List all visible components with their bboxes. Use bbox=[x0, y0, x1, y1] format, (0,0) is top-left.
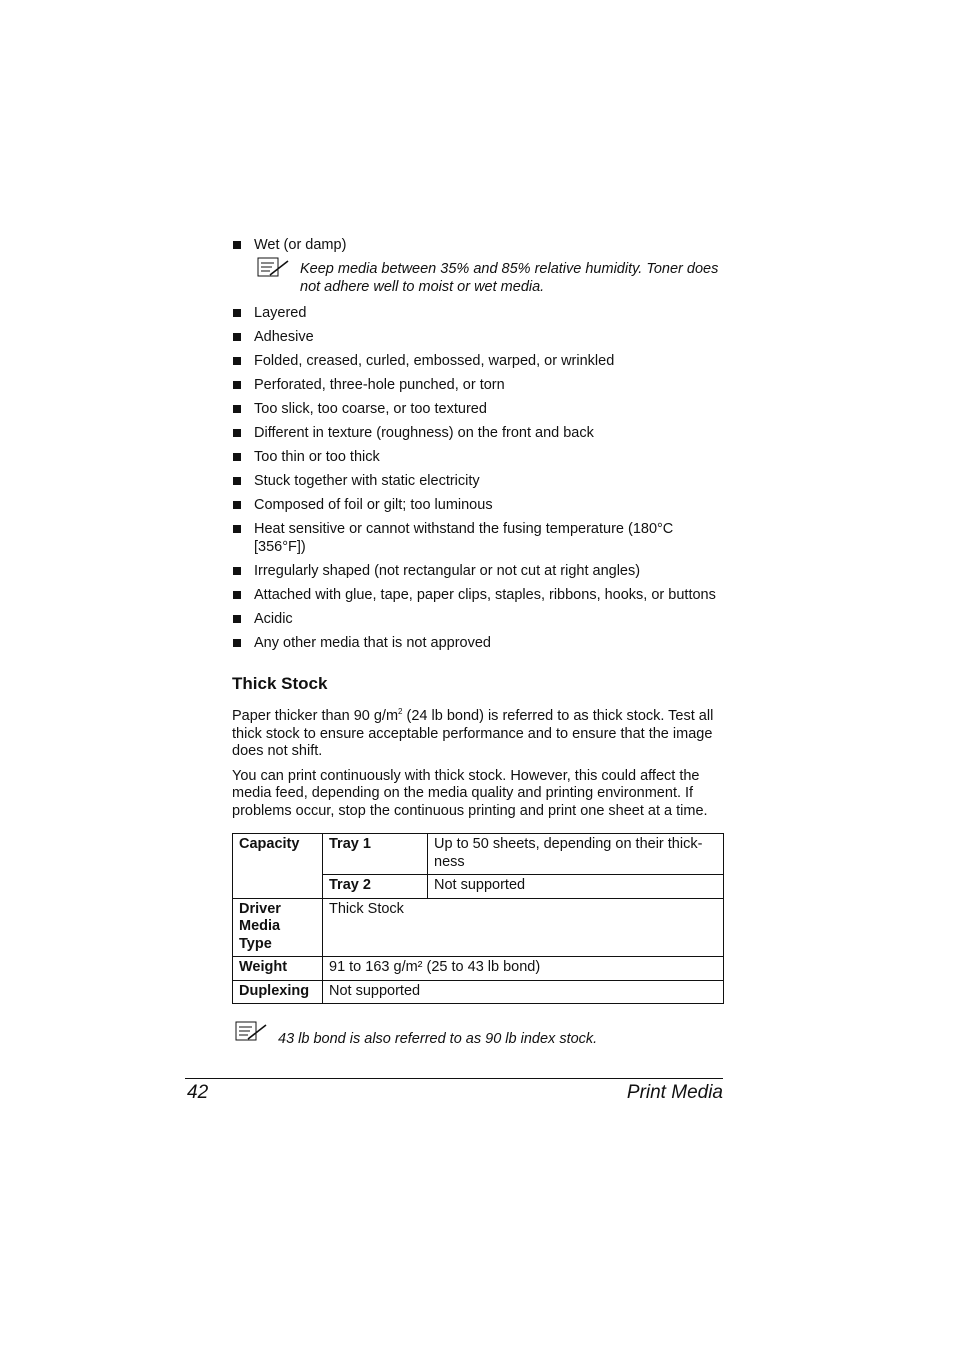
paragraph-continuous: You can print continuously with thick stock. However, this could affect the media feed, depending on the media quality and printing environment. If problems occur, stop the continuous printing and print one sheet at a time. bbox=[232, 767, 708, 819]
tray2-label: Tray 2 bbox=[323, 875, 428, 899]
duplex-value: Not supported bbox=[323, 980, 724, 1004]
bullet-list-top bbox=[232, 236, 724, 254]
list-item: Too slick, too coarse, or too textured bbox=[232, 400, 724, 418]
square-bullet-icon bbox=[233, 405, 241, 413]
square-bullet-icon bbox=[233, 639, 241, 647]
square-bullet-icon bbox=[233, 591, 241, 599]
list-item: Attached with glue, tape, paper clips, staples, ribbons, hooks, or buttons bbox=[232, 586, 724, 604]
duplex-label: Duplexing bbox=[233, 980, 323, 1004]
square-bullet-icon bbox=[233, 477, 241, 485]
square-bullet-icon bbox=[233, 309, 241, 317]
driver-value: Thick Stock bbox=[323, 898, 724, 957]
table-row bbox=[233, 898, 724, 957]
square-bullet-icon bbox=[233, 525, 241, 533]
list-item: Perforated, three-hole punched, or torn bbox=[232, 376, 724, 394]
capacity-label: Capacity bbox=[233, 834, 323, 899]
list-item: Stuck together with static electricity bbox=[232, 472, 724, 490]
list-item: Wet (or damp) bbox=[232, 236, 724, 254]
tray2-value: Not supported bbox=[428, 875, 724, 899]
list-item: Irregularly shaped (not rectangular or not cut at right angles) bbox=[232, 562, 724, 580]
table-row bbox=[233, 980, 724, 1004]
note-index-stock bbox=[232, 1030, 724, 1048]
list-item: Composed of foil or gilt; too luminous bbox=[232, 496, 724, 514]
tray1-label: Tray 1 bbox=[323, 834, 428, 875]
square-bullet-icon bbox=[233, 333, 241, 341]
bullet-list bbox=[232, 304, 724, 652]
list-item: Acidic bbox=[232, 610, 724, 628]
spec-table bbox=[232, 833, 724, 1004]
table-row bbox=[233, 957, 724, 981]
square-bullet-icon bbox=[233, 567, 241, 575]
list-item: Folded, creased, curled, embossed, warped, or wrinkled bbox=[232, 352, 724, 370]
list-item: Adhesive bbox=[232, 328, 724, 346]
paragraph-intro: Paper thicker than 90 $g/m^2$ (24 lb bond) is referred to as thick stock. Test all thick stock to ensure acceptable performance and to ensure that the image does not shift. bbox=[232, 707, 714, 759]
square-bullet-icon bbox=[233, 357, 241, 365]
chapter-title: Print Media bbox=[626, 1082, 723, 1103]
page-content bbox=[232, 236, 724, 1048]
square-bullet-icon bbox=[233, 453, 241, 461]
square-bullet-icon bbox=[233, 429, 241, 437]
list-item: Any other media that is not approved bbox=[232, 634, 724, 652]
note-text: Keep media between 35% and 85% relative humidity. Toner does not adhere well to moist or wet media. bbox=[300, 261, 719, 295]
section-heading: Thick Stock bbox=[232, 674, 328, 693]
note-pencil-icon bbox=[256, 256, 292, 280]
weight-label: Weight bbox=[233, 957, 323, 981]
square-bullet-icon bbox=[233, 501, 241, 509]
list-item: Too thin or too thick bbox=[232, 448, 724, 466]
note-pencil-icon bbox=[234, 1020, 270, 1044]
footer-divider bbox=[185, 1078, 723, 1079]
list-item: Layered bbox=[232, 304, 724, 322]
table-row bbox=[233, 834, 724, 875]
page-number: 42 bbox=[187, 1082, 209, 1103]
square-bullet-icon bbox=[233, 241, 241, 249]
square-bullet-icon bbox=[233, 615, 241, 623]
note-humidity bbox=[232, 260, 724, 296]
list-item: Different in texture (roughness) on the front and back bbox=[232, 424, 724, 442]
square-bullet-icon bbox=[233, 381, 241, 389]
tray1-value: Up to 50 sheets, depending on their thick-ness bbox=[428, 834, 724, 875]
note-text: 43 lb bond is also referred to as 90 lb index stock. bbox=[278, 1031, 598, 1047]
weight-value: 91 to 163 g/m² (25 to 43 lb bond) bbox=[323, 957, 724, 981]
list-item: Heat sensitive or cannot withstand the fusing temperature (180°C [356°F]) bbox=[232, 520, 724, 556]
driver-label: Driver Media Type bbox=[233, 898, 323, 957]
